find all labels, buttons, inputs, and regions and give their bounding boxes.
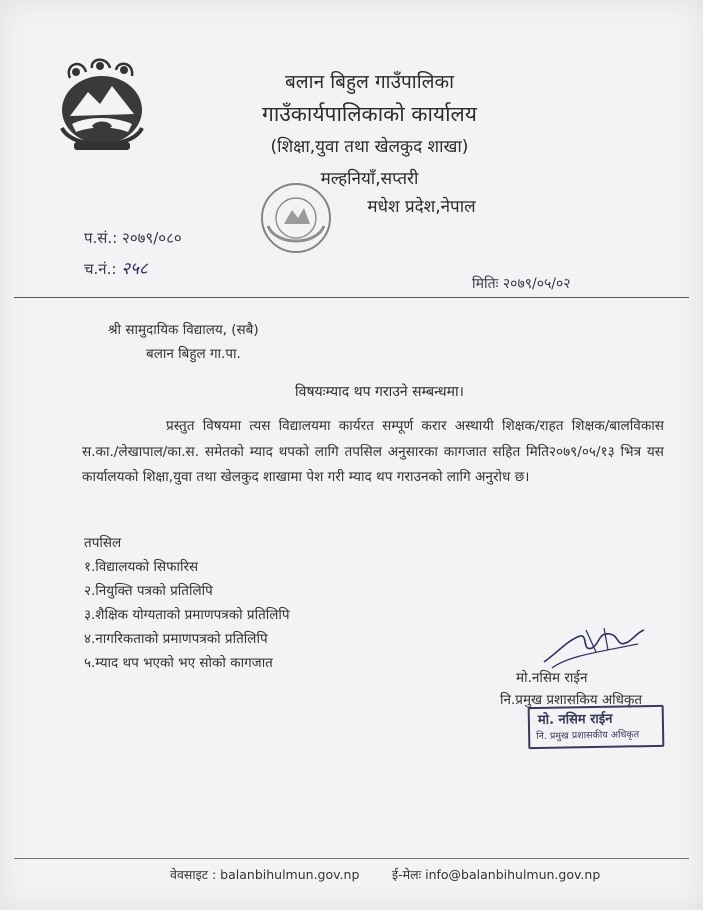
body-text: प्रस्तुत विषयमा त्यस विद्यालयमा कार्यरत सम्पूर्ण करार अस्थायी शिक्षक/राहत शिक्षक/बालविकास स.का./लेखापाल/का.स. समेतको म्याद थपको लागि तपसिल अनुसारका कागजात सहित मिति२०७९/०५/१३ भित्र यस कार्यालयको शिक्षा,युवा तथा खेलकुद शाखामा पेश गरी म्याद थप गराउनको लागि अनुरोध छ। — [82, 418, 664, 485]
letter-body — [82, 414, 664, 491]
footer-email[interactable]: ई-मेलः info@balanbihulmun.gov.np — [392, 867, 601, 882]
list-item: ५.म्याद थप भएको भए सोको कागजात — [84, 655, 273, 671]
cn-value-handwritten: २५८ — [121, 259, 148, 279]
stamp-name: मो. नसिम राईन — [537, 711, 613, 729]
list-item: २.नियुक्ति पत्रको प्रतिलिपि — [84, 583, 213, 599]
municipality-name: बलान बिहुल गाउँपालिका — [284, 71, 455, 93]
office-name: गाउँकार्यपालिकाको कार्यालय — [262, 102, 477, 126]
recipient-line-1: श्री सामुदायिक विद्यालय, (सबै) — [108, 322, 259, 338]
signatory-stamp — [528, 705, 665, 749]
letter-date: मितिः २०७९/०५/०२ — [472, 276, 571, 292]
office-seal-icon — [258, 180, 334, 256]
document-checklist — [84, 531, 290, 675]
list-item: ४.नागरिकताको प्रमाणपत्रको प्रतिलिपि — [84, 631, 268, 647]
cn-label: च.नं.: — [84, 260, 117, 278]
list-item: १.विद्यालयको सिफारिस — [84, 559, 199, 575]
ps-label: प.सं.: — [84, 229, 118, 247]
header-divider — [14, 297, 689, 298]
footer-divider — [14, 858, 689, 859]
recipient-line-2: बलान बिहुल गा.पा. — [146, 346, 241, 362]
reference-number — [84, 228, 182, 248]
province-name: मधेश प्रदेश,नेपाल — [367, 197, 476, 217]
section-name: (शिक्षा,युवा तथा खेलकुद शाखा) — [270, 137, 469, 157]
checklist-title: तपसिल — [84, 535, 122, 551]
office-location: मल्हनियाँ,सप्तरी — [320, 169, 419, 189]
letter-subject: विषयःम्याद थप गराउने सम्बन्धमा। — [295, 384, 464, 400]
dispatch-number — [84, 256, 148, 279]
signature-icon — [538, 622, 648, 672]
ps-value: २०७९/०८० — [122, 229, 182, 247]
stamp-title: नि. प्रमुख प्रशासकीय अधिकृत — [536, 729, 640, 743]
signatory-title: नि.प्रमुख प्रशासकिय अधिकृत — [500, 692, 643, 708]
list-item: ३.शैक्षिक योग्यताको प्रमाणपत्रको प्रतिलिपि — [84, 607, 290, 623]
footer-website[interactable]: वेवसाइट : balanbihulmun.gov.np — [170, 867, 360, 882]
signatory-name: मो.नसिम राईन — [516, 670, 588, 686]
